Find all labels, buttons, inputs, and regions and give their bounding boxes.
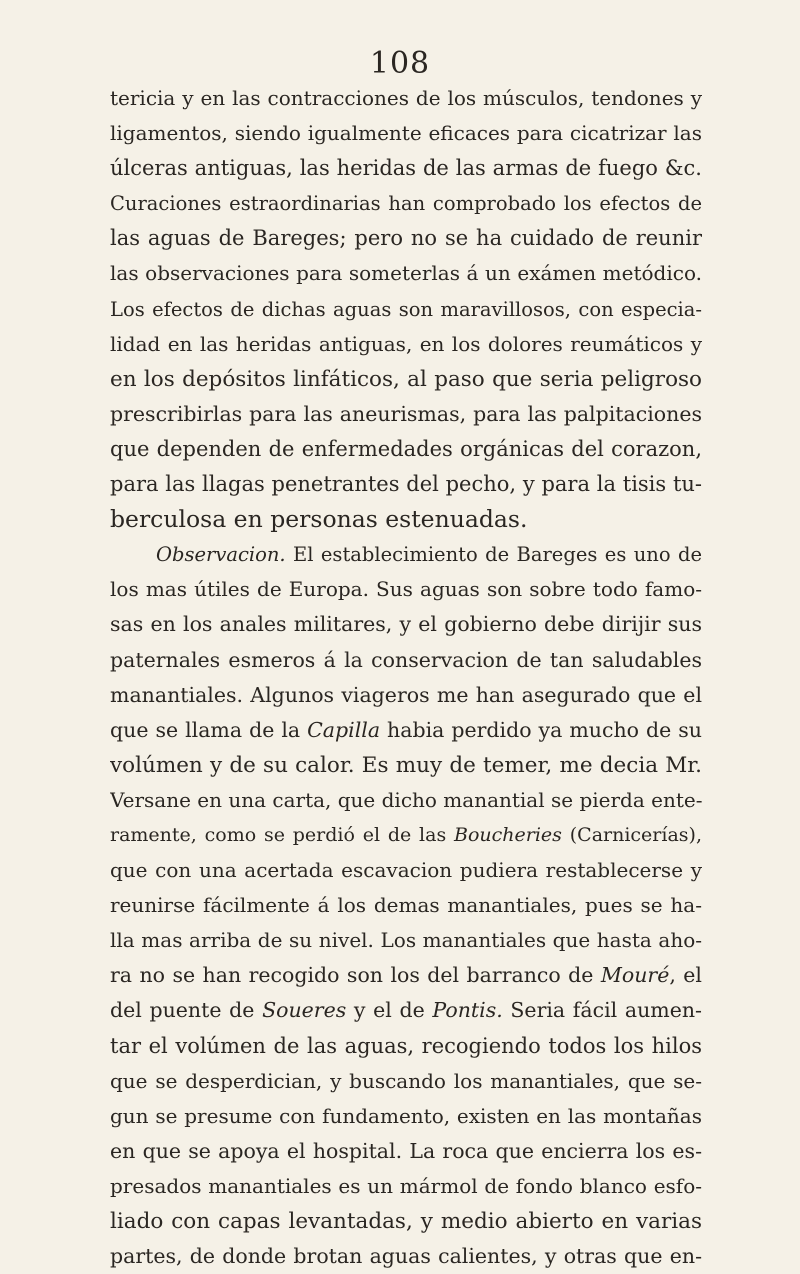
text-segment: lla mas arriba de su nivel. Los manantiales que hasta aho- (110, 928, 702, 953)
text-line (110, 151, 702, 186)
text-line (110, 1169, 702, 1204)
text-segment: úlceras antiguas, las heridas de las armas de fuego &c. (110, 156, 702, 181)
text-line (110, 678, 702, 713)
text-line (110, 467, 702, 502)
text-line (110, 748, 702, 783)
text-line (110, 923, 702, 958)
text-line (110, 397, 702, 432)
text-segment: liado con capas levantadas, y medio abierto en varias (110, 1209, 702, 1234)
text-line (110, 256, 702, 291)
text-segment: ra no se han recogido son los del barranco de (110, 963, 601, 988)
text-line (110, 81, 702, 116)
text-line (110, 572, 702, 607)
italic-text: Boucheries (454, 823, 562, 846)
text-segment: volúmen y de su calor. Es muy de temer, me decia Mr. (110, 752, 702, 778)
text-line (110, 432, 702, 467)
text-line (110, 116, 702, 151)
text-line (110, 1029, 702, 1064)
text-segment: y el de (346, 998, 433, 1023)
text-segment: gun se presume con fundamento, existen en las montañas (110, 1103, 702, 1128)
text-segment: presados manantiales es un mármol de fondo blanco esfo- (110, 1173, 702, 1198)
text-line (110, 186, 702, 221)
italic-text: Mouré (600, 963, 670, 988)
text-segment: berculosa en personas estenuadas. (110, 505, 528, 534)
text-line (110, 713, 702, 748)
text-line (110, 643, 702, 678)
text-segment: Versane en una carta, que dicho manantial se pierda ente- (110, 787, 702, 812)
text-segment: sas en los anales militares, y el gobierno debe dirijir sus (110, 612, 702, 637)
body-text (110, 81, 702, 1274)
italic-text: Observacion. (156, 543, 286, 567)
page-number: 108 (369, 46, 431, 81)
italic-text: Pontis. (432, 998, 503, 1023)
text-line (110, 993, 702, 1028)
text-line (110, 1099, 702, 1134)
text-line (110, 607, 702, 642)
text-segment: los mas útiles de Europa. Sus aguas son sobre todo famo- (110, 577, 702, 602)
text-segment: prescribirlas para las aneurismas, para las palpitaciones (110, 401, 702, 426)
text-segment: para las llagas penetrantes del pecho, y para la tisis tu- (110, 472, 702, 497)
text-line (110, 888, 702, 923)
text-line (110, 502, 702, 537)
text-segment: , el (669, 963, 702, 988)
text-segment: manantiales. Algunos viageros me han asegurado que el (110, 682, 702, 707)
text-segment: Los efectos de dichas aguas son maravillosos, con especia- (110, 297, 702, 321)
text-line (110, 818, 702, 853)
text-line (110, 292, 702, 327)
text-segment: del puente de (110, 998, 263, 1023)
text-line (110, 853, 702, 888)
text-segment: habia perdido ya mucho de su (380, 717, 702, 742)
text-segment: las observaciones para someterlas á un exámen metódico. (110, 261, 702, 286)
text-segment: ramente, como se perdió el de las (110, 823, 455, 846)
text-segment: ligamentos, siendo igualmente eficaces para cicatrizar las (110, 121, 702, 146)
text-segment: que dependen de enfermedades orgánicas del corazon, (110, 436, 702, 461)
text-line (110, 537, 702, 572)
text-segment: las aguas de Bareges; pero no se ha cuidado de reunir (110, 226, 702, 251)
text-segment: tar el volúmen de las aguas, recogiendo todos los hilos (110, 1033, 702, 1058)
text-segment: (Carnicerías), (561, 823, 702, 846)
text-segment: en los depósitos linfáticos, al paso que seria peligroso (110, 366, 702, 392)
text-line (110, 327, 702, 362)
italic-text: Capilla (307, 717, 381, 742)
text-segment: Seria fácil aumen- (502, 998, 702, 1023)
text-segment: lidad en las heridas antiguas, en los dolores reumáticos y (110, 331, 702, 356)
text-line (110, 958, 702, 993)
text-line (110, 1134, 702, 1169)
text-line (110, 1239, 702, 1274)
text-segment: que se llama de la (110, 717, 308, 742)
text-segment: que se desperdician, y buscando los manantiales, que se- (110, 1068, 702, 1093)
text-segment: tericia y en las contracciones de los músculos, tendones y (110, 86, 702, 110)
text-segment: partes, de donde brotan aguas calientes, y otras que en- (110, 1244, 702, 1269)
text-segment: reunirse fácilmente á los demas manantiales, pues se ha- (110, 893, 702, 918)
text-line (110, 783, 702, 818)
text-line (110, 221, 702, 256)
text-segment: El establecimiento de Bareges es uno de (285, 543, 702, 567)
text-line (110, 362, 702, 397)
text-segment: Curaciones estraordinarias han comprobado los efectos de (110, 192, 702, 216)
text-segment: paternales esmeros á la conservacion de tan saludables (110, 647, 702, 672)
text-line (110, 1064, 702, 1099)
text-line (110, 1204, 702, 1239)
text-segment: que con una acertada escavacion pudiera restablecerse y (110, 858, 702, 883)
italic-text: Soueres (262, 998, 347, 1023)
text-segment: en que se apoya el hospital. La roca que encierra los es- (110, 1138, 702, 1163)
